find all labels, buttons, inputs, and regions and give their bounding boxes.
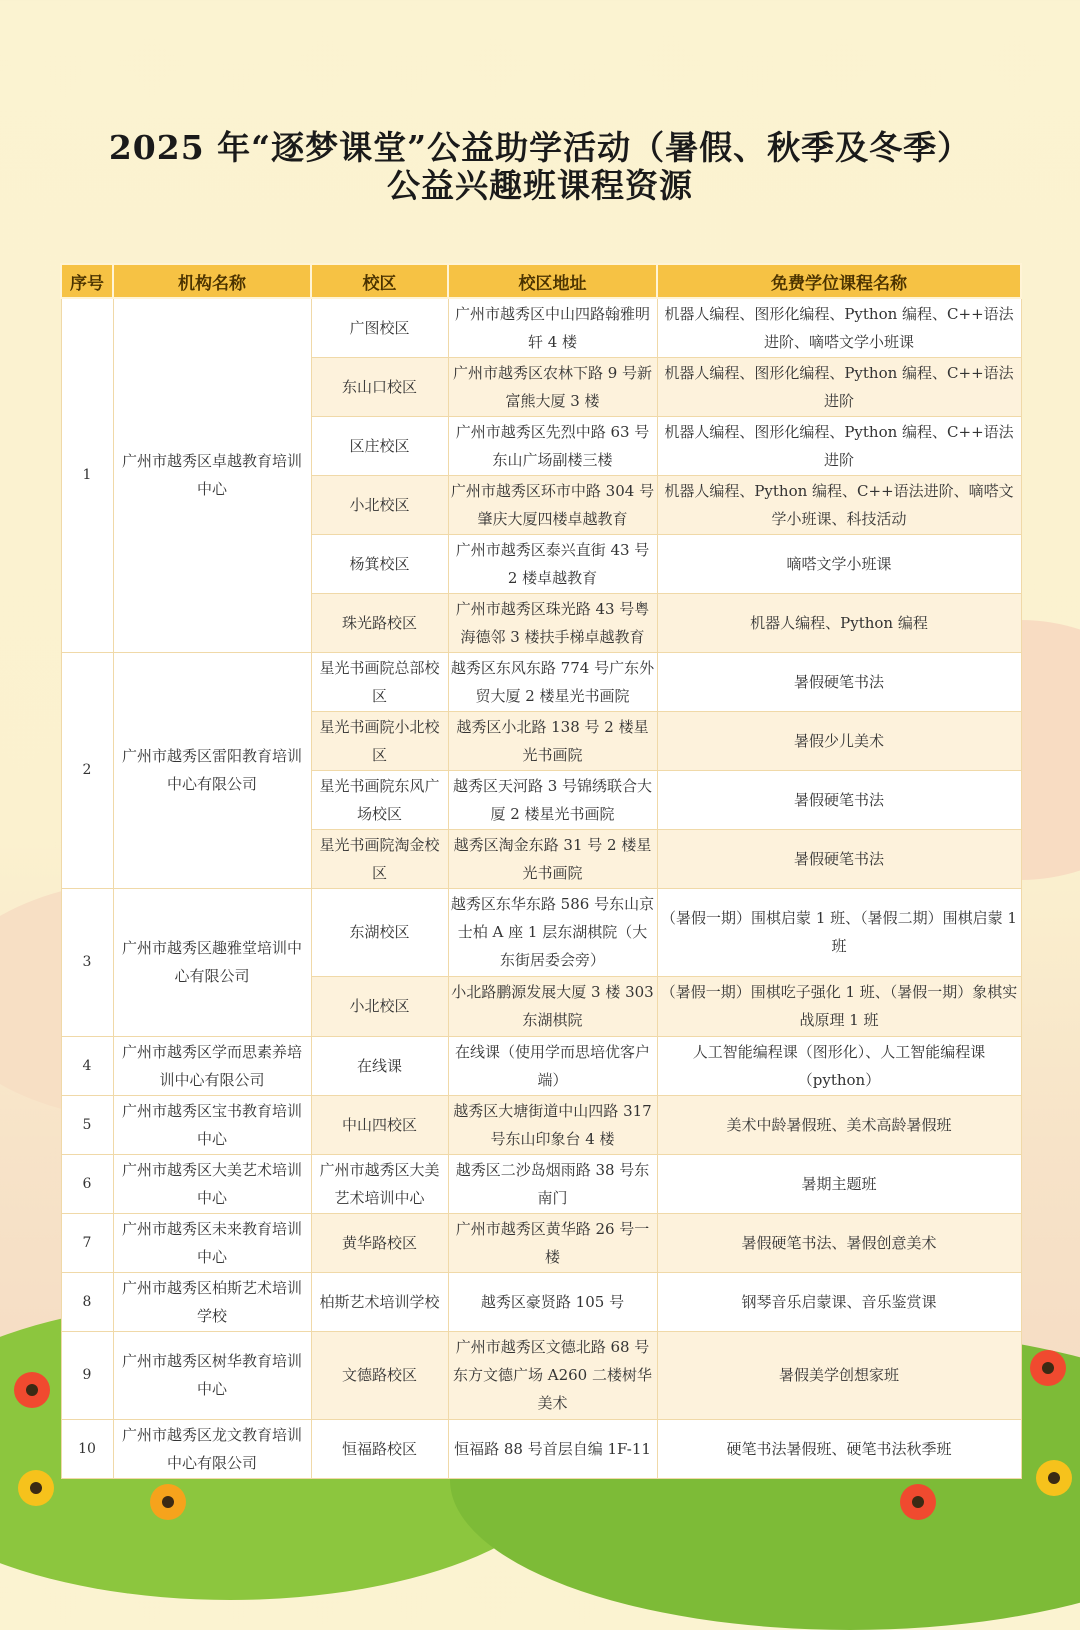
course-name: 暑假美学创想家班 [657, 1331, 1021, 1419]
campus-address: 广州市越秀区农林下路 9 号新富熊大厦 3 楼 [448, 357, 657, 416]
campus-name: 星光书画院淘金校区 [311, 829, 448, 888]
course-name: 暑假硬笔书法 [657, 770, 1021, 829]
campus-address: 广州市越秀区环市中路 304 号肇庆大厦四楼卓越教育 [448, 475, 657, 534]
row-number: 4 [61, 1036, 113, 1095]
page-subtitle: 公益兴趣班课程资源 [387, 166, 693, 205]
row-number: 9 [61, 1331, 113, 1419]
table-header-row [61, 264, 1021, 298]
campus-address: 恒福路 88 号首层自编 1F-11 [448, 1419, 657, 1478]
campus-address: 越秀区豪贤路 105 号 [448, 1272, 657, 1331]
row-number: 3 [61, 888, 113, 1036]
course-name: 暑假硬笔书法、暑假创意美术 [657, 1213, 1021, 1272]
table-row [61, 652, 1021, 711]
campus-address: 在线课（使用学而思培优客户端） [448, 1036, 657, 1095]
campus-name: 星光书画院小北校区 [311, 711, 448, 770]
table-row [61, 1419, 1021, 1478]
campus-name: 杨箕校区 [311, 534, 448, 593]
campus-name: 中山四校区 [311, 1095, 448, 1154]
org-name: 广州市越秀区学而思素养培训中心有限公司 [113, 1036, 311, 1095]
table-row [61, 1095, 1021, 1154]
campus-name: 区庄校区 [311, 416, 448, 475]
campus-name: 小北校区 [311, 976, 448, 1036]
course-name: 硬笔书法暑假班、硬笔书法秋季班 [657, 1419, 1021, 1478]
campus-address: 广州市越秀区中山四路翰雅明轩 4 楼 [448, 298, 657, 357]
row-number: 2 [61, 652, 113, 888]
org-name: 广州市越秀区龙文教育培训中心有限公司 [113, 1419, 311, 1478]
campus-name: 星光书画院总部校区 [311, 652, 448, 711]
campus-name: 东湖校区 [311, 888, 448, 976]
header-campus: 校区 [311, 264, 448, 298]
campus-address: 小北路鹏源发展大厦 3 楼 303 东湖棋院 [448, 976, 657, 1036]
header-address: 校区地址 [448, 264, 657, 298]
campus-address: 越秀区东华东路 586 号东山京士柏 A 座 1 层东湖棋院（大东街居委会旁） [448, 888, 657, 976]
course-name: 钢琴音乐启蒙课、音乐鉴赏课 [657, 1272, 1021, 1331]
flower-icon [1036, 1460, 1072, 1496]
campus-name: 广图校区 [311, 298, 448, 357]
campus-name: 恒福路校区 [311, 1419, 448, 1478]
flower-icon [900, 1484, 936, 1520]
org-name: 广州市越秀区趣雅堂培训中心有限公司 [113, 888, 311, 1036]
table-row [61, 1331, 1021, 1419]
course-name: 机器人编程、图形化编程、Python 编程、C++语法进阶、嘀嗒文学小班课 [657, 298, 1021, 357]
campus-address: 广州市越秀区珠光路 43 号粤海德邻 3 楼扶手梯卓越教育 [448, 593, 657, 652]
campus-name: 柏斯艺术培训学校 [311, 1272, 448, 1331]
table-row [61, 298, 1021, 357]
campus-address: 广州市越秀区黄华路 26 号一楼 [448, 1213, 657, 1272]
course-name: 嘀嗒文学小班课 [657, 534, 1021, 593]
campus-address: 广州市越秀区泰兴直街 43 号 2 楼卓越教育 [448, 534, 657, 593]
row-number: 6 [61, 1154, 113, 1213]
org-name: 广州市越秀区雷阳教育培训中心有限公司 [113, 652, 311, 888]
course-name: 暑假硬笔书法 [657, 652, 1021, 711]
campus-name: 东山口校区 [311, 357, 448, 416]
course-name: 机器人编程、Python 编程、C++语法进阶、嘀嗒文学小班课、科技活动 [657, 475, 1021, 534]
table-row [61, 888, 1021, 976]
org-name: 广州市越秀区大美艺术培训中心 [113, 1154, 311, 1213]
campus-name: 星光书画院东风广场校区 [311, 770, 448, 829]
page-title: 2025 年“逐梦课堂”公益助学活动（暑假、秋季及冬季） [108, 128, 972, 167]
flower-icon [150, 1484, 186, 1520]
campus-name: 珠光路校区 [311, 593, 448, 652]
header-course: 免费学位课程名称 [657, 264, 1021, 298]
campus-name: 小北校区 [311, 475, 448, 534]
campus-name: 在线课 [311, 1036, 448, 1095]
campus-name: 文德路校区 [311, 1331, 448, 1419]
course-name: 机器人编程、Python 编程 [657, 593, 1021, 652]
row-number: 10 [61, 1419, 113, 1478]
table-row [61, 1213, 1021, 1272]
flower-icon [18, 1470, 54, 1506]
campus-address: 越秀区小北路 138 号 2 楼星光书画院 [448, 711, 657, 770]
table-row [61, 1036, 1021, 1095]
campus-address: 广州市越秀区文德北路 68 号东方文德广场 A260 二楼树华美术 [448, 1331, 657, 1419]
course-name: 暑期主题班 [657, 1154, 1021, 1213]
org-name: 广州市越秀区树华教育培训中心 [113, 1331, 311, 1419]
flower-icon [1030, 1350, 1066, 1386]
org-name: 广州市越秀区未来教育培训中心 [113, 1213, 311, 1272]
table-row [61, 1154, 1021, 1213]
campus-address: 广州市越秀区先烈中路 63 号东山广场副楼三楼 [448, 416, 657, 475]
course-table [60, 263, 1022, 1479]
org-name: 广州市越秀区卓越教育培训中心 [113, 298, 311, 652]
campus-address: 越秀区大塘街道中山四路 317 号东山印象台 4 楼 [448, 1095, 657, 1154]
table-row [61, 1272, 1021, 1331]
course-name: 美术中龄暑假班、美术高龄暑假班 [657, 1095, 1021, 1154]
flower-icon [14, 1372, 50, 1408]
course-name: （暑假一期）围棋启蒙 1 班、（暑假二期）围棋启蒙 1 班 [657, 888, 1021, 976]
org-name: 广州市越秀区柏斯艺术培训学校 [113, 1272, 311, 1331]
row-number: 7 [61, 1213, 113, 1272]
row-number: 1 [61, 298, 113, 652]
header-no: 序号 [61, 264, 113, 298]
campus-address: 越秀区天河路 3 号锦绣联合大厦 2 楼星光书画院 [448, 770, 657, 829]
header-org: 机构名称 [113, 264, 311, 298]
campus-address: 越秀区二沙岛烟雨路 38 号东南门 [448, 1154, 657, 1213]
campus-name: 广州市越秀区大美艺术培训中心 [311, 1154, 448, 1213]
course-name: 机器人编程、图形化编程、Python 编程、C++语法进阶 [657, 416, 1021, 475]
course-name: 人工智能编程课（图形化）、人工智能编程课（python） [657, 1036, 1021, 1095]
row-number: 8 [61, 1272, 113, 1331]
course-name: 机器人编程、图形化编程、Python 编程、C++语法进阶 [657, 357, 1021, 416]
campus-address: 越秀区淘金东路 31 号 2 楼星光书画院 [448, 829, 657, 888]
course-name: 暑假硬笔书法 [657, 829, 1021, 888]
campus-address: 越秀区东风东路 774 号广东外贸大厦 2 楼星光书画院 [448, 652, 657, 711]
row-number: 5 [61, 1095, 113, 1154]
course-name: 暑假少儿美术 [657, 711, 1021, 770]
course-name: （暑假一期）围棋吃子强化 1 班、（暑假一期）象棋实战原理 1 班 [657, 976, 1021, 1036]
campus-name: 黄华路校区 [311, 1213, 448, 1272]
org-name: 广州市越秀区宝书教育培训中心 [113, 1095, 311, 1154]
